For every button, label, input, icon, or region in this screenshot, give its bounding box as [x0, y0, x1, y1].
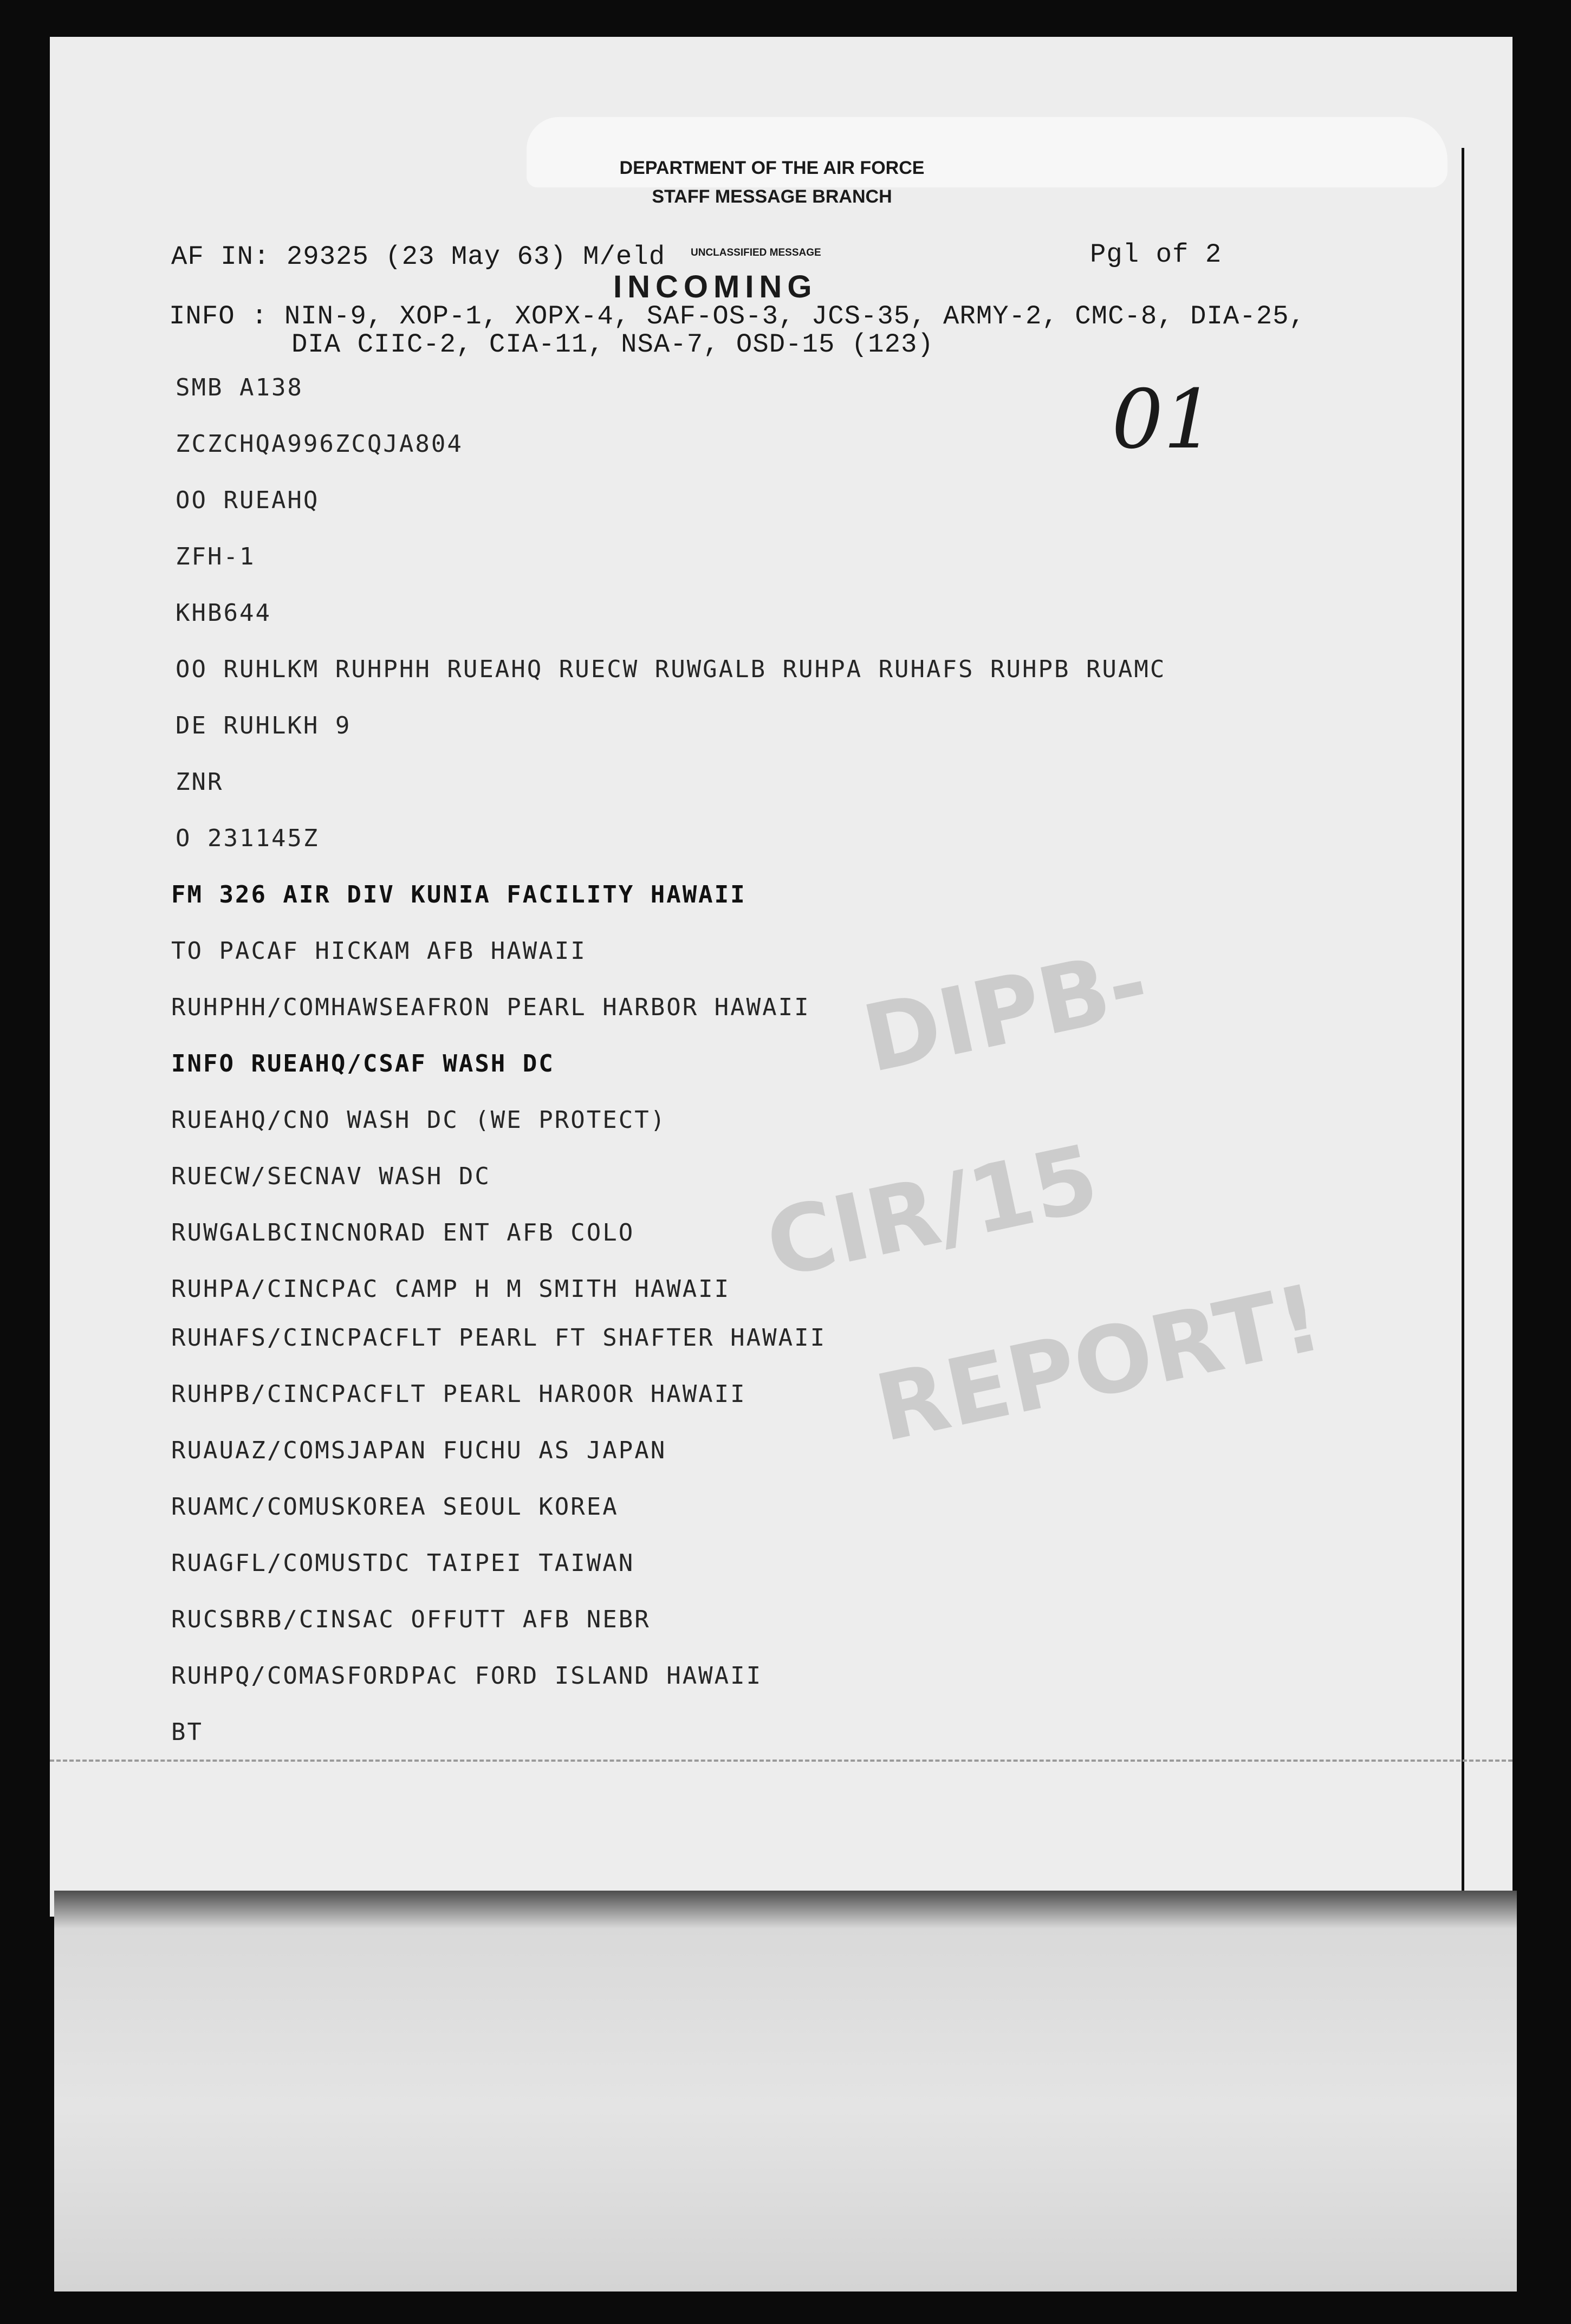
info-distribution-line-1: INFO : NIN-9, XOP-1, XOPX-4, SAF-OS-3, JCS-35, ARMY-2, CMC-8, DIA-25,	[169, 301, 1306, 332]
message-line: OO RUHLKM RUHPHH RUEAHQ RUECW RUWGALB RUHPA RUHAFS RUHPB RUAMC	[176, 655, 1166, 683]
message-line: DE RUHLKH 9	[176, 712, 352, 739]
pencil-note-1: DIPB-	[854, 929, 1157, 1094]
perforation-line	[50, 1760, 1512, 1762]
message-line: RUHPB/CINCPACFLT PEARL HAROOR HAWAII	[171, 1380, 746, 1408]
message-line: RUAMC/COMUSKOREA SEOUL KOREA	[171, 1493, 619, 1521]
message-line: RUCSBRB/CINSAC OFFUTT AFB NEBR	[171, 1606, 651, 1633]
department-title: DEPARTMENT OF THE AIR FORCE	[619, 158, 925, 178]
message-line-info: INFO RUEAHQ/CSAF WASH DC	[171, 1050, 555, 1077]
message-page	[50, 37, 1512, 1917]
message-line: RUWGALBCINCNORAD ENT AFB COLO	[171, 1219, 635, 1247]
af-in-number: AF IN: 29325 (23 May 63) M/eld	[171, 242, 666, 272]
message-line: RUEAHQ/CNO WASH DC (WE PROTECT)	[171, 1106, 667, 1134]
message-line: OO RUEAHQ	[176, 486, 320, 514]
branch-title: STAFF MESSAGE BRANCH	[652, 186, 892, 207]
incoming-stamp: INCOMING	[613, 269, 817, 304]
message-line: RUECW/SECNAV WASH DC	[171, 1163, 491, 1190]
message-line: RUAUAZ/COMSJAPAN FUCHU AS JAPAN	[171, 1437, 667, 1464]
message-line: RUHPQ/COMASFORDPAC FORD ISLAND HAWAII	[171, 1662, 763, 1690]
page-lower-shadow	[54, 1891, 1517, 2291]
message-line-from: FM 326 AIR DIV KUNIA FACILITY HAWAII	[171, 881, 746, 908]
message-line: TO PACAF HICKAM AFB HAWAII	[171, 937, 587, 965]
pencil-note-2: CIR/15	[757, 1124, 1107, 1300]
message-line: ZFH-1	[176, 543, 256, 570]
message-line: ZNR	[176, 768, 224, 796]
handwritten-number: 01	[1112, 373, 1215, 467]
page-indicator: Pgl of 2	[1090, 239, 1222, 270]
message-line: RUHPHH/COMHAWSEAFRON PEARL HARBOR HAWAII	[171, 994, 810, 1021]
message-line: BT	[171, 1718, 203, 1746]
message-line: RUHAFS/CINCPACFLT PEARL FT SHAFTER HAWAII	[171, 1324, 827, 1352]
message-line: ZCZCHQA996ZCQJA804	[176, 430, 463, 458]
info-distribution-line-2: DIA CIIC-2, CIA-11, NSA-7, OSD-15 (123)	[291, 329, 934, 360]
message-line: RUHPA/CINCPAC CAMP H M SMITH HAWAII	[171, 1275, 731, 1303]
pencil-note-3: REPORT!	[867, 1264, 1331, 1463]
message-line: O 231145Z	[176, 825, 320, 852]
classification-stamp: UNCLASSIFIED MESSAGE	[691, 247, 821, 258]
message-line: SMB A138	[176, 374, 303, 401]
right-margin-rule	[1462, 148, 1464, 1898]
message-line: KHB644	[176, 599, 271, 627]
message-line: RUAGFL/COMUSTDC TAIPEI TAIWAN	[171, 1549, 635, 1577]
